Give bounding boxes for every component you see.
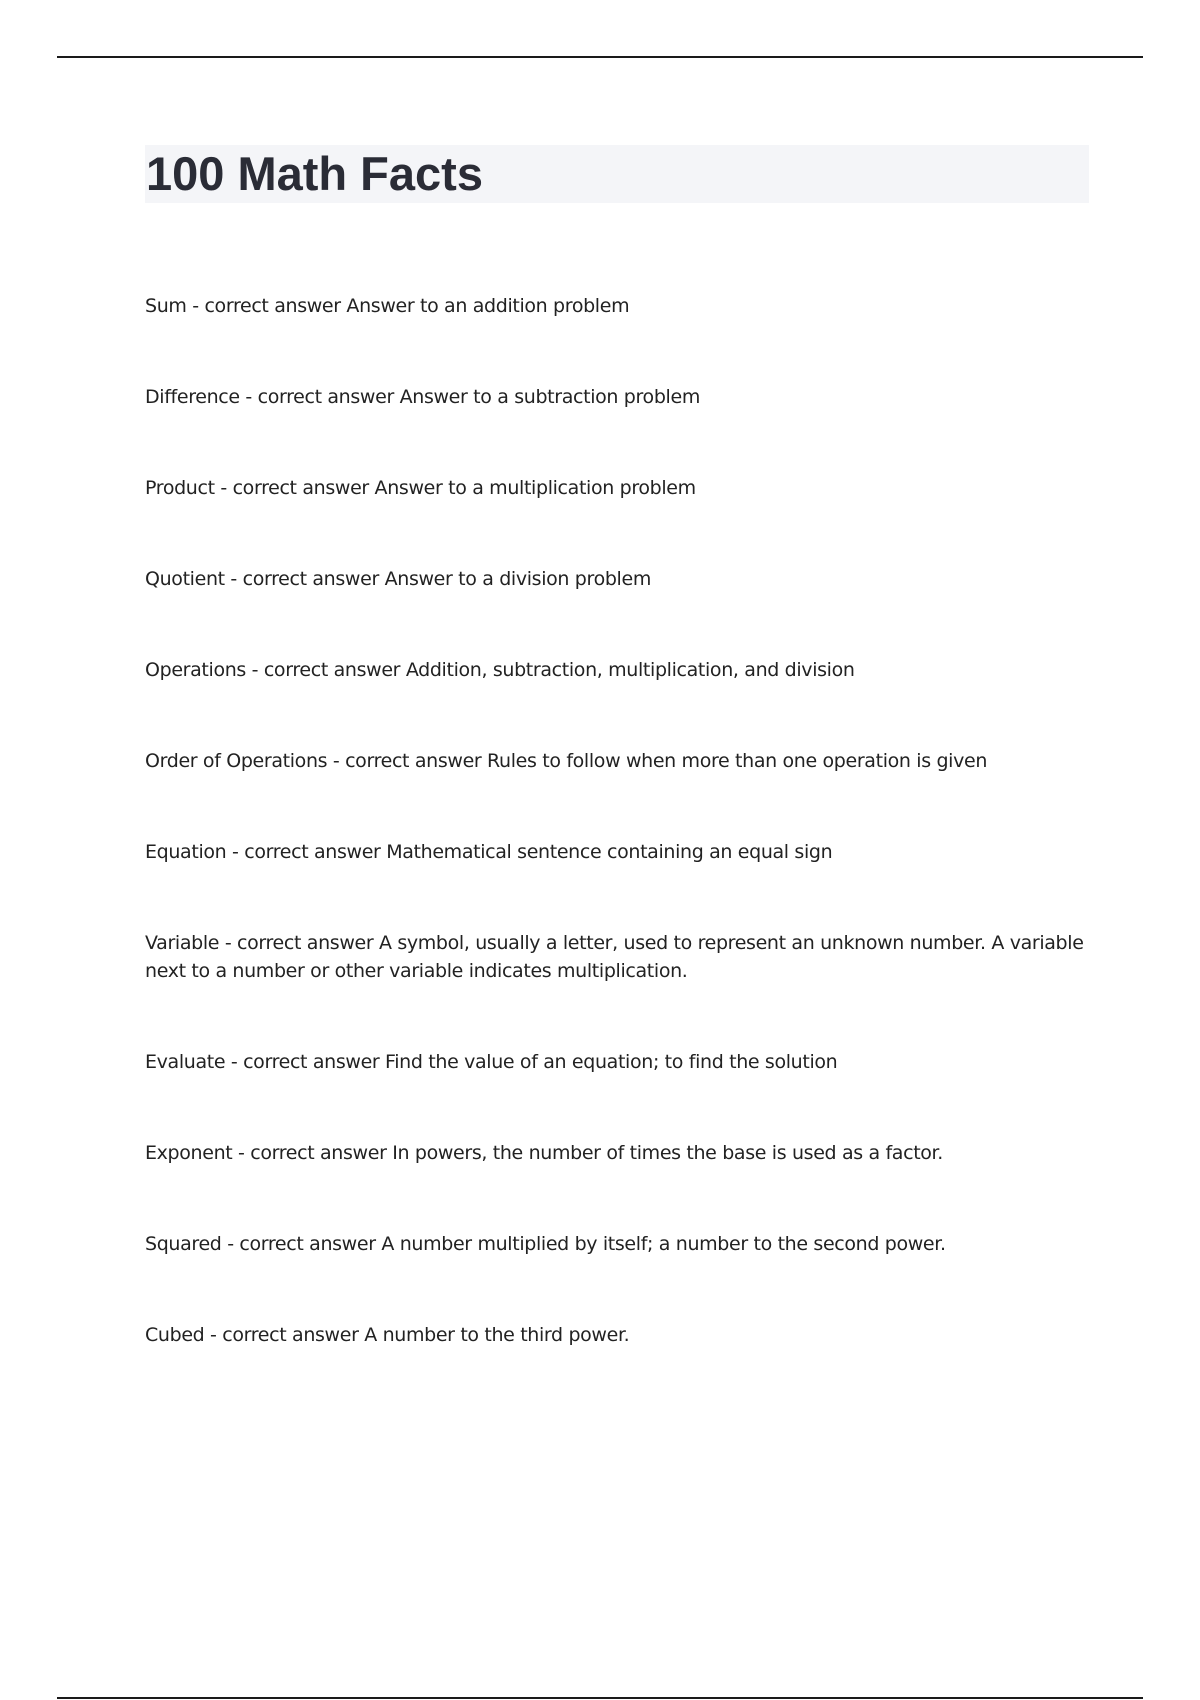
fact-item: Quotient - correct answer Answer to a division problem: [145, 568, 651, 590]
header-rule: [57, 56, 1143, 58]
fact-item: Product - correct answer Answer to a multiplication problem: [145, 477, 696, 499]
fact-item: Operations - correct answer Addition, subtraction, multiplication, and division: [145, 659, 855, 681]
footer-rule: [57, 1697, 1143, 1699]
fact-item: Equation - correct answer Mathematical sentence containing an equal sign: [145, 841, 833, 863]
fact-item: Order of Operations - correct answer Rules to follow when more than one operation is given: [145, 750, 988, 772]
fact-item: Evaluate - correct answer Find the value of an equation; to find the solution: [145, 1051, 838, 1073]
fact-item: Sum - correct answer Answer to an addition problem: [145, 295, 630, 317]
fact-item: Exponent - correct answer In powers, the number of times the base is used as a factor.: [145, 1142, 943, 1164]
fact-item: Cubed - correct answer A number to the third power.: [145, 1324, 630, 1346]
fact-item: Variable - correct answer A symbol, usually a letter, used to represent an unknown number. A variable next to a number or other variable indicates multiplication.: [145, 932, 1084, 982]
page-title: 100 Math Facts: [146, 147, 483, 200]
fact-item: Squared - correct answer A number multiplied by itself; a number to the second power.: [145, 1233, 946, 1255]
fact-item: Difference - correct answer Answer to a subtraction problem: [145, 386, 700, 408]
